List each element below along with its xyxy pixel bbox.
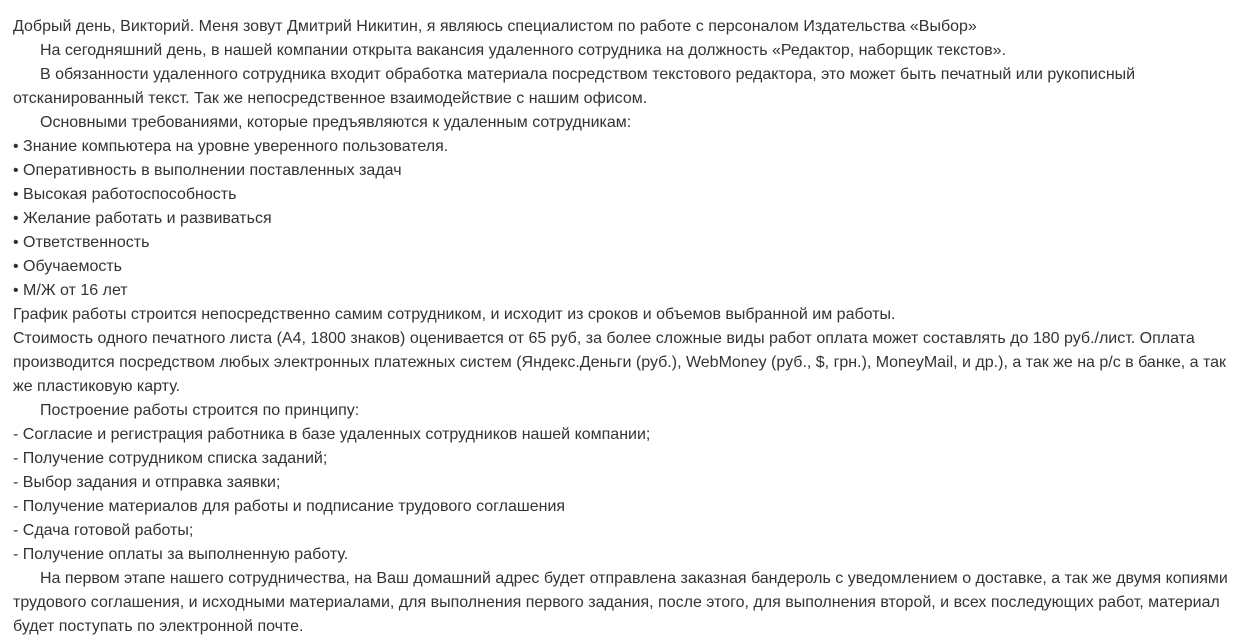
bullet-item: • Обучаемость bbox=[13, 258, 122, 275]
greeting-paragraph: Добрый день, Викторий. Меня зовут Дмитрий Никитин, я являюсь специалистом по работе с персоналом Издательства «Выбор» bbox=[13, 18, 977, 35]
dash-item: - Получение сотрудником списка заданий; bbox=[13, 450, 328, 467]
dash-item: - Получение материалов для работы и подписание трудового соглашения bbox=[13, 498, 566, 515]
dash-item: - Согласие и регистрация работника в базе удаленных сотрудников нашей компании; bbox=[13, 426, 651, 443]
dash-item: - Получение оплаты за выполненную работу. bbox=[13, 546, 349, 563]
bullet-item: • М/Ж от 16 лет bbox=[13, 282, 128, 299]
bullet-item: • Знание компьютера на уровне уверенного пользователя. bbox=[13, 138, 449, 155]
requirements-heading: Основными требованиями, которые предъявляются к удаленным сотрудникам: bbox=[40, 114, 632, 131]
bullet-item: • Ответственность bbox=[13, 234, 150, 251]
workflow-heading: Построение работы строится по принципу: bbox=[40, 402, 360, 419]
bullet-item: • Высокая работоспособность bbox=[13, 186, 237, 203]
payment-paragraph: Стоимость одного печатного листа (А4, 1800 знаков) оценивается от 65 руб, за более сложные виды работ оплата может составлять до 180 руб./лист. Оплата производится посредством любых электронных платежных систем (Яндекс.Деньги (руб.), WebMoney (руб., $, грн.), MoneyMail, и др.), а так же на р/с в банке, а так же пластиковую карту. bbox=[13, 330, 1227, 395]
schedule-paragraph: График работы строится непосредственно самим сотрудником, и исходит из сроков и объемов выбранной им работы. bbox=[13, 306, 896, 323]
dash-item: - Сдача готовой работы; bbox=[13, 522, 194, 539]
bullet-item: • Оперативность в выполнении поставленных задач bbox=[13, 162, 402, 179]
closing-paragraph: На первом этапе нашего сотрудничества, на Ваш домашний адрес будет отправлена заказная бандероль с уведомлением о доставке, а так же двумя копиями трудового соглашения, и исходными материалами, для выполнения первого задания, после этого, для выполнения второй, и всех последующих работ, материал будет поступать по электронной почте. bbox=[13, 570, 1228, 635]
bullet-item: • Желание работать и развиваться bbox=[13, 210, 272, 227]
vacancy-paragraph: На сегодняшний день, в нашей компании открыта вакансия удаленного сотрудника на должность «Редактор, наборщик текстов». bbox=[40, 42, 1007, 59]
dash-item: - Выбор задания и отправка заявки; bbox=[13, 474, 281, 491]
duties-paragraph: В обязанности удаленного сотрудника входит обработка материала посредством текстового редактора, это может быть печатный или рукописный отсканированный текст. Так же непосредственное взаимодействие с нашим офисом. bbox=[13, 66, 1136, 107]
